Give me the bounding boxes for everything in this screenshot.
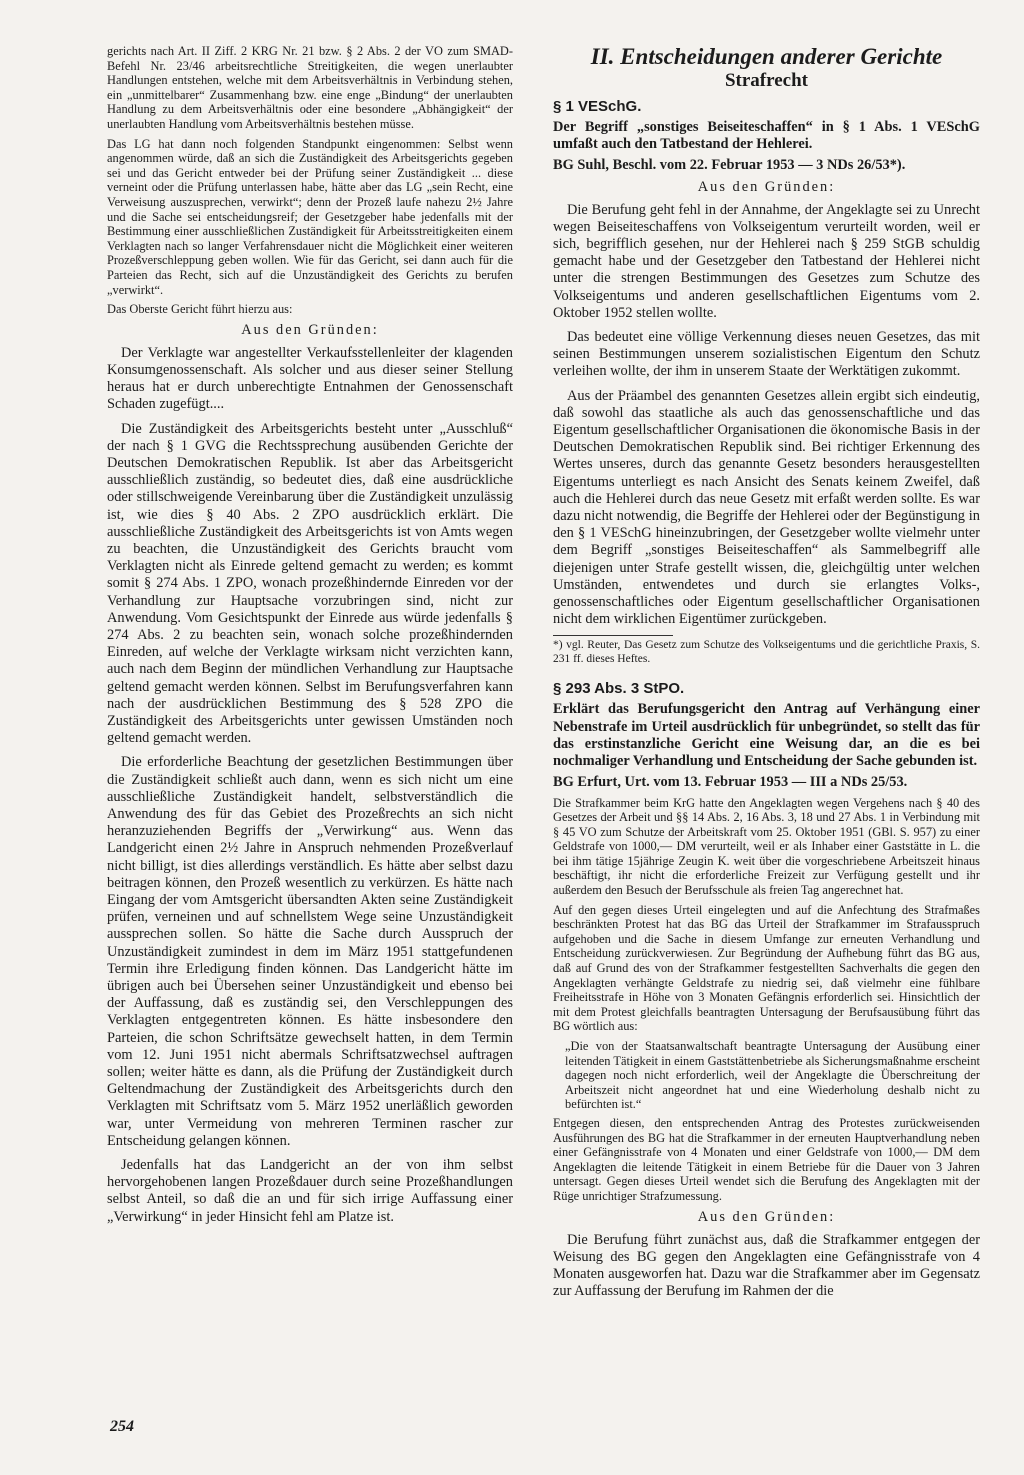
- grounds-heading: Aus den Gründen:: [697, 1208, 836, 1225]
- case-court-citation: BG Erfurt, Urt. vom 13. Februar 1953 — III a NDs 25/53.: [553, 774, 908, 791]
- intro-paragraph: Das Oberste Gericht führt hierzu aus:: [107, 302, 293, 317]
- intro-paragraph: gerichts nach Art. II Ziff. 2 KRG Nr. 21 bzw. § 2 Abs. 2 der VO zum SMAD-Befehl Nr. 23/46 arbeitsrechtliche Streitigkeiten, die wegen unerlaubter Handlungen entstehen, welche mit dem Arbeitsverhältnis in Verbindung stehen, ein „unmittelbarer“ Zusammenhang bzw. eine enge „Bindung“ der unerlaubten Handlung zu dem Arbeitsverhältnis oder eine besondere „Abhängigkeit“ der unerlaubten Handlung vom Arbeitsverhältnis bestehen müsse.: [107, 44, 513, 131]
- case-paragraph-ref: § 293 Abs. 3 StPO.: [553, 680, 685, 698]
- case-facts-paragraph: Die Strafkammer beim KrG hatte den Angeklagten wegen Vergehens nach § 40 des Gesetzes der Arbeit und §§ 14 Abs. 2, 16 Abs. 3, 18 und 27 Abs. 1 in Verbindung mit § 45 VO zum Schutze der Arbeitskraft vom 25. Oktober 1951 (GBl. S. 957) zu einer Geldstrafe von 1000,— DM verurteilt, weil er als Inhaber einer Gaststätte in L. die bei ihm tätige 15jährige Zeugin K. weit über die vorgeschriebene Arbeitszeit hinaus beschäftigt, ihr nicht die erforderliche Freizeit zur Verfügung gestellt und ihr außerdem den Besuch der Berufsschule als freien Tag angerechnet hat.: [553, 795, 980, 898]
- case-facts-paragraph: Entgegen diesen, den entsprechenden Antrag des Protestes zurückweisenden Ausführungen des BG hat die Strafkammer in der erneuten Hauptverhandlung neben einer Gefängnisstrafe von 4 Monaten und einer Geldstrafe von 1000,— DM dem Angeklagten die leitende Tätigkeit in einem Betriebe für die Dauer von 3 Jahren untersagt. Gegen dieses Urteil wendet sich die Berufung des Angeklagten mit der Rüge unrichtiger Strafzumessung.: [553, 1115, 980, 1203]
- body-paragraph: Aus der Präambel des genannten Gesetzes allein ergibt sich eindeutig, daß sowohl das staatliche als auch das genossenschaftliche und das Eigentum gesellschaftlicher Organisationen die ökonomische Basis in der Deutschen Demokratischen Republik sind. Bei richtiger Erkennung des Wertes unseres, durch das genannte Gesetz besonders herausgestellten Eigentums unterliegt es nach Ansicht des Senats keinem Zweifel, daß auch die Hehlerei durch das neue Gesetz mit erfaßt werden sollte. Es war dazu nicht notwendig, die Begriffe der Hehlerei oder der Begünstigung in den § 1 VESchG hineinzubringen, der Gesetzgeber wollte vielmehr unter dem Begriff „sonstiges Beiseiteschaffen“ als Sammelbegriff alle diejenigen unter Strafe gestellt wissen, die, gleichgültig unter welchen Umständen, entwendetes und durch sie erlangtes Volks-, genossenschaftliches oder Eigentum gesellschaftlicher Organisationen nicht dem wirklichen Eigentümer zurückgeben.: [553, 387, 980, 628]
- page-number: 254: [110, 1418, 134, 1435]
- footnote-divider: [553, 635, 673, 636]
- grounds-heading: Aus den Gründen:: [241, 321, 379, 338]
- left-column: [107, 44, 513, 1233]
- quoted-passage: „Die von der Staatsanwaltschaft beantragte Untersagung der Ausübung einer leitenden Tätigkeit in einem Gaststättenbetriebe als Sicherungsmaßnahme erscheint dagegen noch nicht erforderlich, weil der Angeklagte die Überschreitung der Arbeitszeit nicht angeordnet hat und eine Wiederholung deshalb nicht zu befürchten ist.“: [565, 1039, 980, 1112]
- body-paragraph: Die Berufung geht fehl in der Annahme, der Angeklagte sei zu Unrecht wegen Beiseiteschaffens von Volkseigentum verurteilt worden, weil er sich, begrifflich gesehen, nur der Hehlerei nach § 259 StGB schuldig gemacht habe und der Gesetzgeber den Tatbestand der Hehlerei nicht unter die strengen Bestimmungen des Gesetzes zum Schutze des Volkseigentums und anderen gesellschaftlichen Eigentums vom 2. Oktober 1952 stellen wollte.: [553, 201, 980, 321]
- case-headnote: Der Begriff „sonstiges Beiseiteschaffen“ in § 1 Abs. 1 VESchG umfaßt auch den Tatbestand der Hehlerei.: [553, 119, 980, 153]
- section-subtitle: Strafrecht: [724, 70, 808, 91]
- body-paragraph: Jedenfalls hat das Landgericht an der von ihm selbst hervorgehobenen langen Prozeßdauer durch seine Prozeßhandlungen selbst Anteil, so daß die an und für sich irrige Auffassung einer „Verwirkung“ in jeder Hinsicht fehl am Platze ist.: [107, 1157, 513, 1225]
- case-headnote: Erklärt das Berufungsgericht den Antrag auf Verhängung einer Nebenstrafe im Urteil ausdrücklich für unbegründet, so stellt das für das erstinstanzliche Gericht eine Weisung dar, an die es bei nochmaliger Verhandlung und Entscheidung der Sache gebunden ist.: [553, 701, 980, 770]
- case-court-citation: BG Suhl, Beschl. vom 22. Februar 1953 — 3 NDs 26/53*).: [553, 157, 906, 174]
- case-paragraph-ref: § 1 VESchG.: [553, 98, 642, 115]
- intro-paragraph: Das LG hat dann noch folgenden Standpunkt eingenommen: Selbst wenn angenommen würde, daß an sich die Zuständigkeit des Arbeitsgerichts gegeben sei und das Gericht entweder bei der Prüfung seiner Zuständigkeit ... diese verneint oder die Prüfung unterlassen habe, hätte aber das LG „sein Recht, eine Verweisung auszusprechen, verwirkt“; denn der Prozeß laufe nahezu 2½ Jahre und die Sache sei entscheidungsreif; der Gesetzgeber habe jedenfalls mit der Bestimmung einer ausschließlichen Zuständigkeit für Arbeitsstreitigkeiten einem Verklagten nach so langer Verfahrensdauer nicht die Möglichkeit einer weiteren Prozeßverschleppung geben wollen. Wie für das Gericht, sei dann auch für die Parteien das Recht, sich auf die Unzuständigkeit des Gerichts zu berufen „verwirkt“.: [107, 136, 513, 297]
- body-paragraph: Die Berufung führt zunächst aus, daß die Strafkammer entgegen der Weisung des BG gegen den Angeklagten eine Gefängnisstrafe von 4 Monaten ausgeworfen hat. Dazu war die Strafkammer aber im Gegensatz zur Auffassung der Berufung im Rahmen der die: [553, 1231, 980, 1300]
- footnote: *) vgl. Reuter, Das Gesetz zum Schutze des Volkseigentums und die gerichtliche Praxis, S. 231 ff. dieses Heftes.: [553, 639, 980, 665]
- section-title: II. Entscheidungen anderer Gerichte: [590, 44, 943, 69]
- right-column: [553, 44, 980, 1307]
- body-paragraph: Das bedeutet eine völlige Verkennung dieses neuen Gesetzes, das mit seinen Bestimmungen unserem sozialistischen Eigentum den Schutz verleihen wollte, der ihm in unserem Staate der Werktätigen zukommt.: [553, 329, 980, 380]
- grounds-heading: Aus den Gründen:: [697, 178, 836, 195]
- body-paragraph: Der Verklagte war angestellter Verkaufsstellenleiter der klagenden Konsumgenossenschaft. Als solcher und aus dieser seiner Stellung heraus hat er durch unberechtigte Entnahmen der Genossenschaft Schaden zugefügt....: [107, 344, 513, 413]
- body-paragraph: Die erforderliche Beachtung der gesetzlichen Bestimmungen über die Zuständigkeit schließt auch dann, wenn es sich nicht um eine ausschließliche Zuständigkeit handelt, selbstverständlich die Anwendung des für das Gebiet des Prozeßrechts an sich nicht heranzuziehenden Begriffs der „Verwirkung“ aus. Wenn das Landgericht einen 2½ Jahre in Anspruch nehmenden Prozeßverlauf nicht billigt, ist dies allerdings verständlich. Es hätte aber selbst dazu beitragen können, den Prozeß wesentlich zu verkürzen. Es hätte nach Eingang der vom Amtsgericht übersandten Akten seine Zuständigkeit prüfen, verneinen und auf schnellstem Wege seine Unzuständigkeit aussprechen sollen. So hätte die Sache durch Ausspruch der Unzuständigkeit zumindest in dem im März 1951 stattgefundenen Termin ihre Erledigung finden können. Das Landgericht hätte im übrigen auch bei Übersehen seiner Unzuständigkeit und ebenso bei der Auffassung, daß es zuständig sei, den Verschleppungen des Verklagten entgegentreten können. Es hätte insbesondere den Parteien, die schon Schriftsätze gewechselt hatten, in dem Termin vom 12. Juni 1951 nicht abermals Schriftsatzwechsel auftragen sollen; weiter hätte es dann, als die Prüfung der Zuständigkeit durch Geltendmachung der Zuständigkeit des Arbeitsgerichts durch den Verklagten mit Schriftsatz vom 5. März 1952 unerläßlich geworden war, unter Vermeidung von mehreren Terminen rascher zur Entscheidung gelangen können.: [107, 754, 513, 1149]
- case-facts-paragraph: Auf den gegen dieses Urteil eingelegten und auf die Anfechtung des Strafmaßes beschränkten Protest hat das BG das Urteil der Strafkammer im Strafausspruch aufgehoben und die Sache in diesem Umfange zur erneuten Verhandlung und Entscheidung zurückverwiesen. Zur Begründung der Aufhebung führt das BG aus, daß auf Grund des von der Strafkammer festgestellten Sachverhalts die gegen den Angeklagten verhängte Geldstrafe zu niedrig sei, daß vielmehr eine fühlbare Freiheitsstrafe in Höhe von 3 Monaten Gefängnis erforderlich sei. Hinsichtlich der mit dem Protest gleichfalls beantragten Untersagung der Berufsausübung führt das BG wörtlich aus:: [553, 902, 980, 1034]
- body-paragraph: Die Zuständigkeit des Arbeitsgerichts besteht unter „Ausschluß“ der nach § 1 GVG die Rechtssprechung ausübenden Gerichte der Deutschen Demokratischen Republik. Ist aber das Arbeitsgericht ausschließlich zuständig, so bedeutet dies, daß eine ausdrückliche oder stillschweigende Vereinbarung über die Zuständigkeit unzulässig ist, wie dies § 40 Abs. 2 ZPO ausdrücklich erklärt. Die ausschließliche Zuständigkeit des Arbeitsgerichts ist von Amts wegen zu beachten, die Unzuständigkeit des Gerichts braucht vom Verklagten nicht als Einrede geltend gemacht zu werden; es kommt somit § 274 Abs. 1 ZPO, wonach prozeßhindernde Einreden vor der Verhandlung zur Hauptsache vorzubringen sind, nicht zur Anwendung. Vom Gesichtspunkt der Einrede aus würde jedenfalls § 274 Abs. 2 zu beachten sein, wonach solche prozeßhindernden Einreden, auf welche der Verklagte wirksam nicht verzichten kann, auch nach dem Beginn der mündlichen Verhandlung zur Hauptsache geltend gemacht werden können. Selbst im Berufungsverfahren kann nach der ausdrücklichen Bestimmung des § 528 ZPO die Zuständigkeit des Arbeitsgerichts unter gewissen Umständen noch geltend gemacht werden.: [107, 420, 513, 747]
